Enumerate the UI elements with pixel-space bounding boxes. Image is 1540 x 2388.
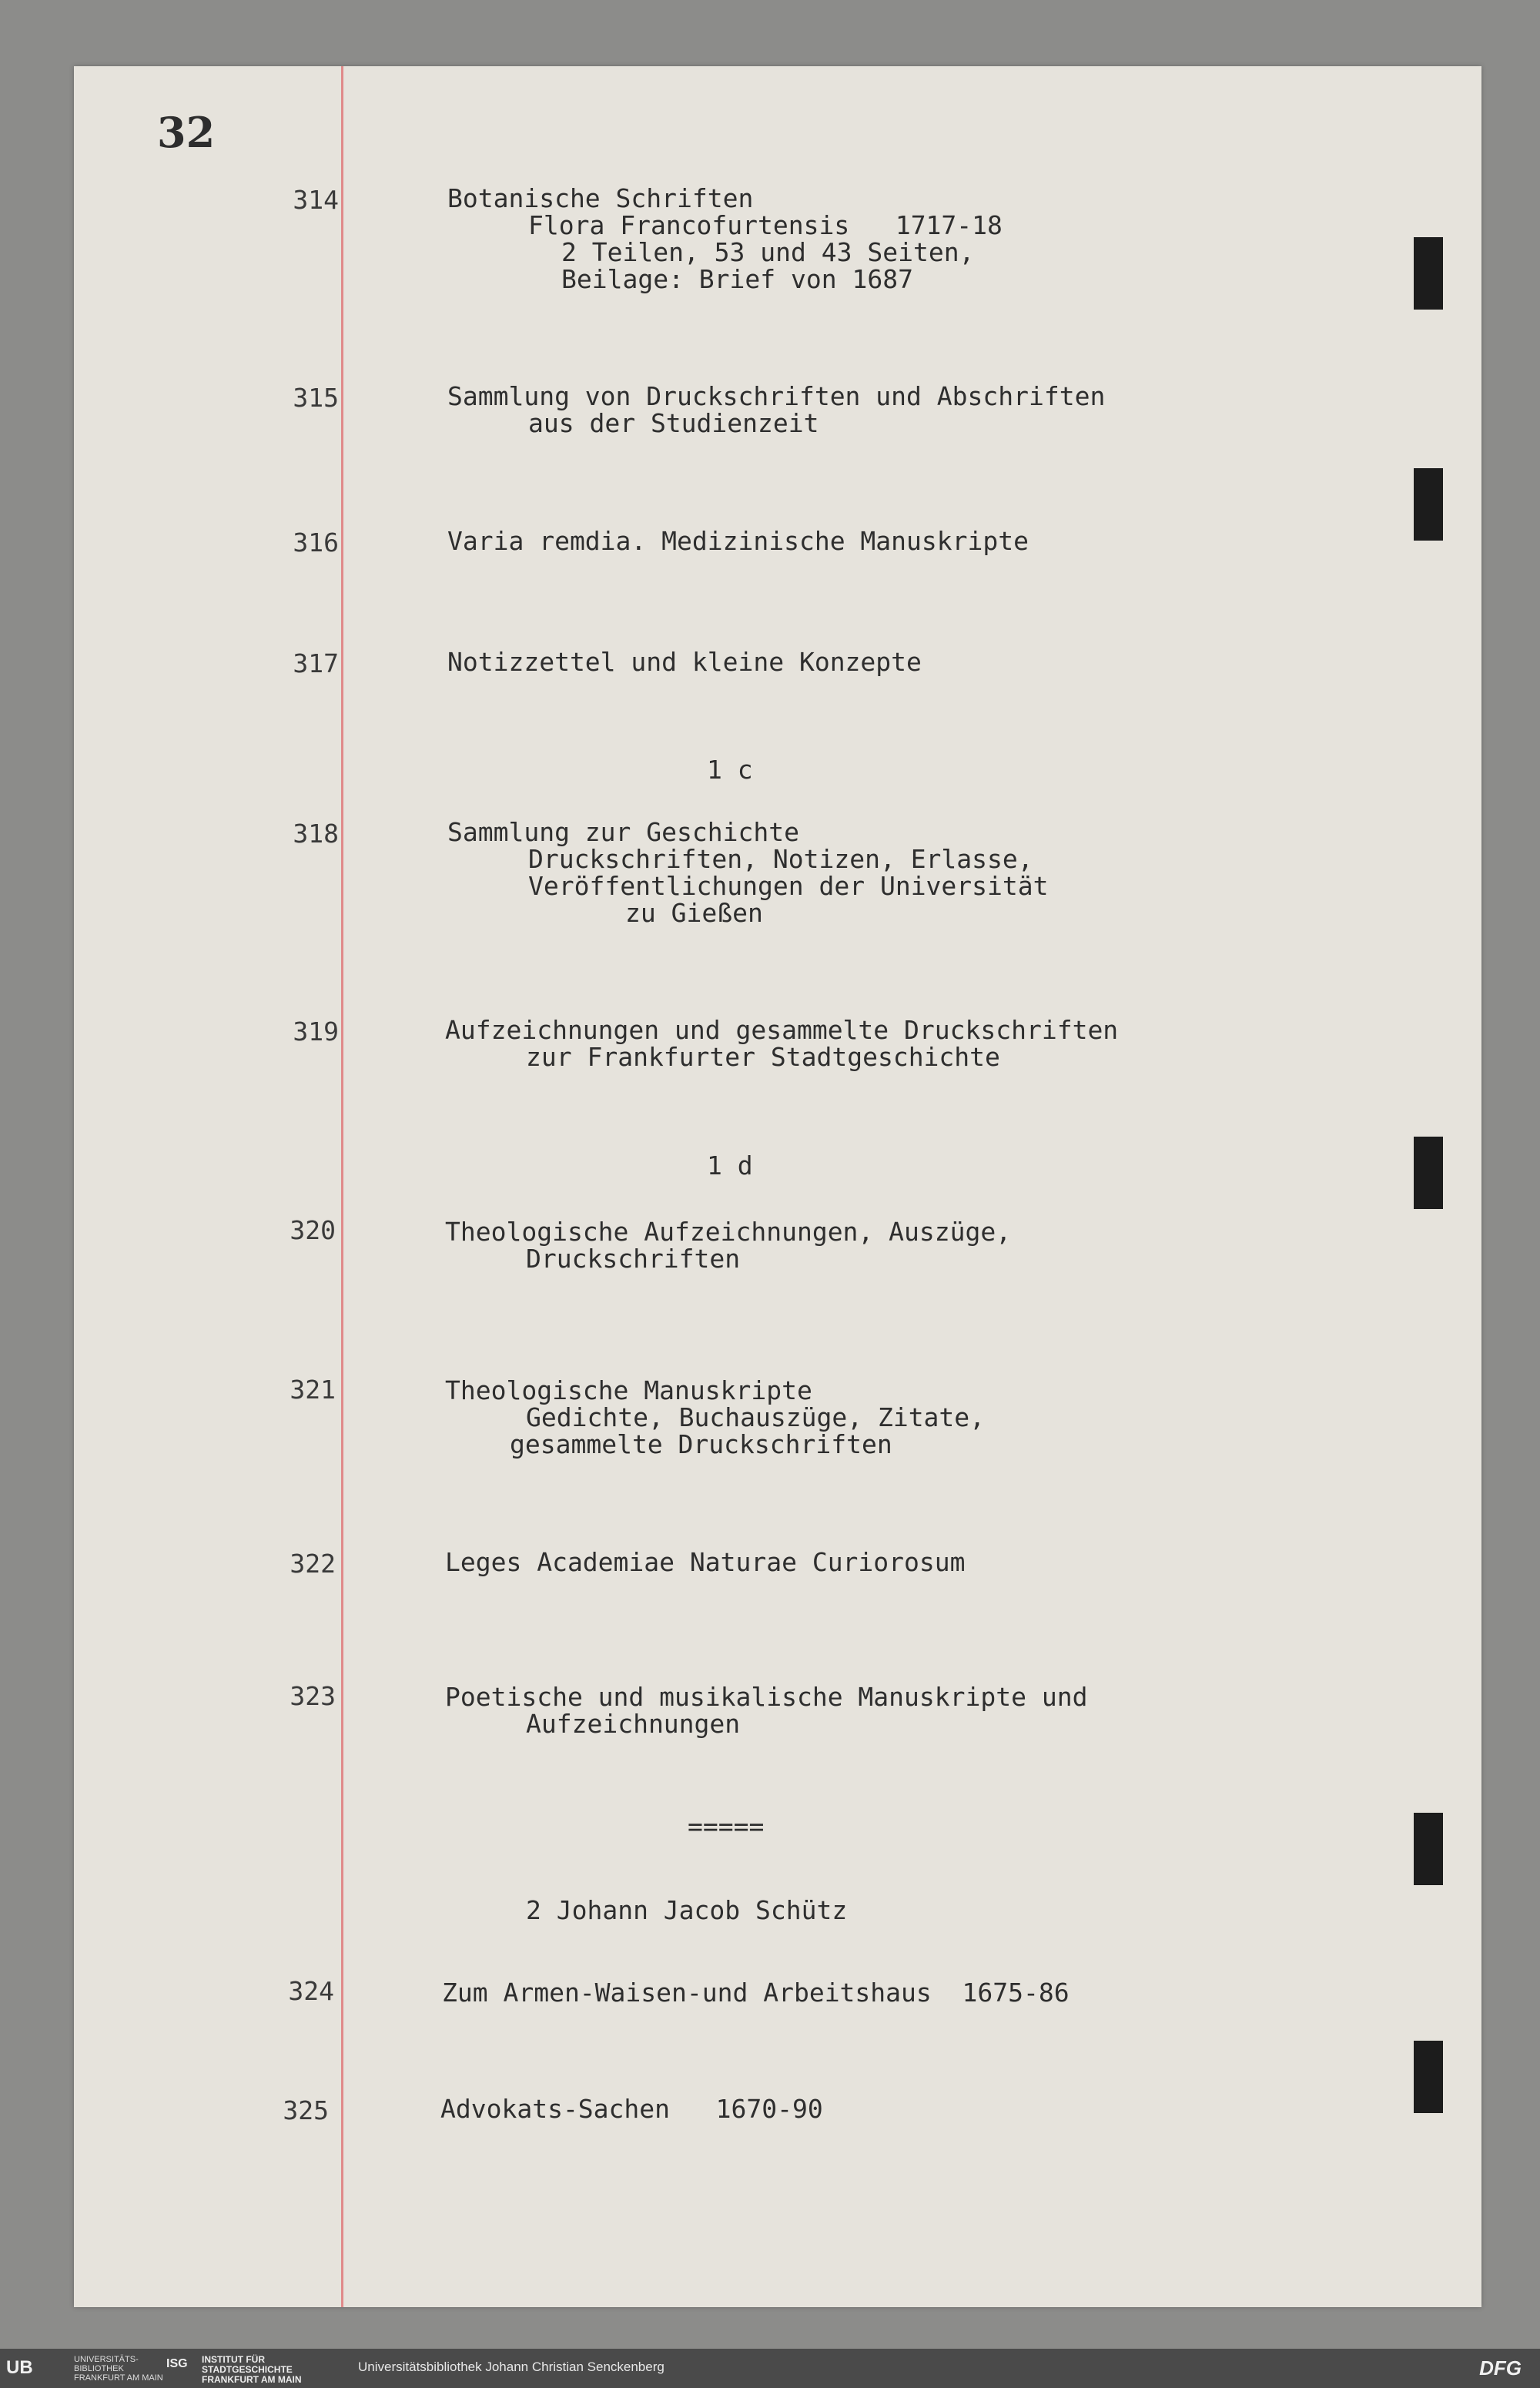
entry-number: 319 <box>293 1016 339 1047</box>
footer-bar <box>0 2349 1540 2388</box>
entry-line: Veröffentlichungen der Universität <box>528 871 1049 901</box>
ub-logo: UB <box>6 2357 33 2378</box>
index-tab <box>1414 468 1443 541</box>
entry-line: zu Gießen <box>625 898 763 928</box>
entry-title: Theologische Aufzeichnungen, Auszüge, <box>445 1217 1012 1247</box>
entry-title: Botanische Schriften <box>447 183 754 213</box>
entry-title: Theologische Manuskripte <box>445 1375 812 1405</box>
index-tab <box>1414 1137 1443 1209</box>
index-tab <box>1414 1813 1443 1885</box>
entry-line: Beilage: Brief von 1687 <box>561 264 913 294</box>
index-tab <box>1414 237 1443 310</box>
entry-title: Sammlung von Druckschriften und Abschriften <box>447 381 1106 411</box>
entry-title: Leges Academiae Naturae Curiorosum <box>445 1547 966 1577</box>
entry-title: Zum Armen-Waisen-und Arbeitshaus 1675-86 <box>442 1978 1070 2008</box>
entry-title: Poetische und musikalische Manuskripte und <box>445 1682 1088 1712</box>
page-number: 32 <box>157 108 216 157</box>
section-heading: 1 d <box>707 1150 753 1181</box>
entry-title: Aufzeichnungen und gesammelte Druckschriften <box>445 1015 1119 1045</box>
entry-number: 317 <box>293 648 339 678</box>
red-margin-line <box>341 66 343 2307</box>
section-separator: ===== <box>688 1811 765 1841</box>
entry-line: 2 Teilen, 53 und 43 Seiten, <box>561 237 975 267</box>
entry-number: 325 <box>283 2095 329 2125</box>
entry-line: Flora Francofurtensis 1717-18 <box>528 210 1003 240</box>
entry-number: 321 <box>290 1375 336 1405</box>
entry-line: gesammelte Druckschriften <box>510 1429 892 1459</box>
index-tab <box>1414 2041 1443 2113</box>
entry-number: 316 <box>293 528 339 558</box>
ub-logo-subtitle: UNIVERSITÄTS- BIBLIOTHEK FRANKFURT AM MAIN <box>74 2355 163 2383</box>
entry-number: 318 <box>293 819 339 849</box>
entry-number: 320 <box>290 1215 336 1245</box>
entry-number: 323 <box>290 1681 336 1711</box>
entry-number: 315 <box>293 383 339 413</box>
entry-number: 324 <box>288 1976 334 2006</box>
institute-subtitle: INSTITUT FÜR STADTGESCHICHTE FRANKFURT AM MAIN <box>202 2354 302 2385</box>
entry-line: Druckschriften, Notizen, Erlasse, <box>528 844 1033 874</box>
entry-title: Advokats-Sachen 1670-90 <box>440 2094 823 2124</box>
entry-line: Aufzeichnungen <box>526 1709 741 1739</box>
entry-line: zur Frankfurter Stadtgeschichte <box>526 1042 1000 1072</box>
section-heading: 1 c <box>707 755 753 785</box>
institute-logo: ISG <box>166 2357 188 2370</box>
entry-number: 314 <box>293 185 339 215</box>
entry-title: Notizzettel und kleine Konzepte <box>447 647 922 677</box>
entry-line: Gedichte, Buchauszüge, Zitate, <box>526 1402 986 1432</box>
dfg-logo: DFG <box>1479 2356 1522 2380</box>
entry-number: 322 <box>290 1549 336 1579</box>
entry-line: Druckschriften <box>526 1244 741 1274</box>
library-name: Universitätsbibliothek Johann Christian Senckenberg <box>358 2360 665 2374</box>
entry-title: Sammlung zur Geschichte <box>447 817 799 847</box>
entry-line: aus der Studienzeit <box>528 408 819 438</box>
entry-title: Varia remdia. Medizinische Manuskripte <box>447 526 1029 556</box>
section-heading: 2 Johann Jacob Schütz <box>526 1895 848 1925</box>
